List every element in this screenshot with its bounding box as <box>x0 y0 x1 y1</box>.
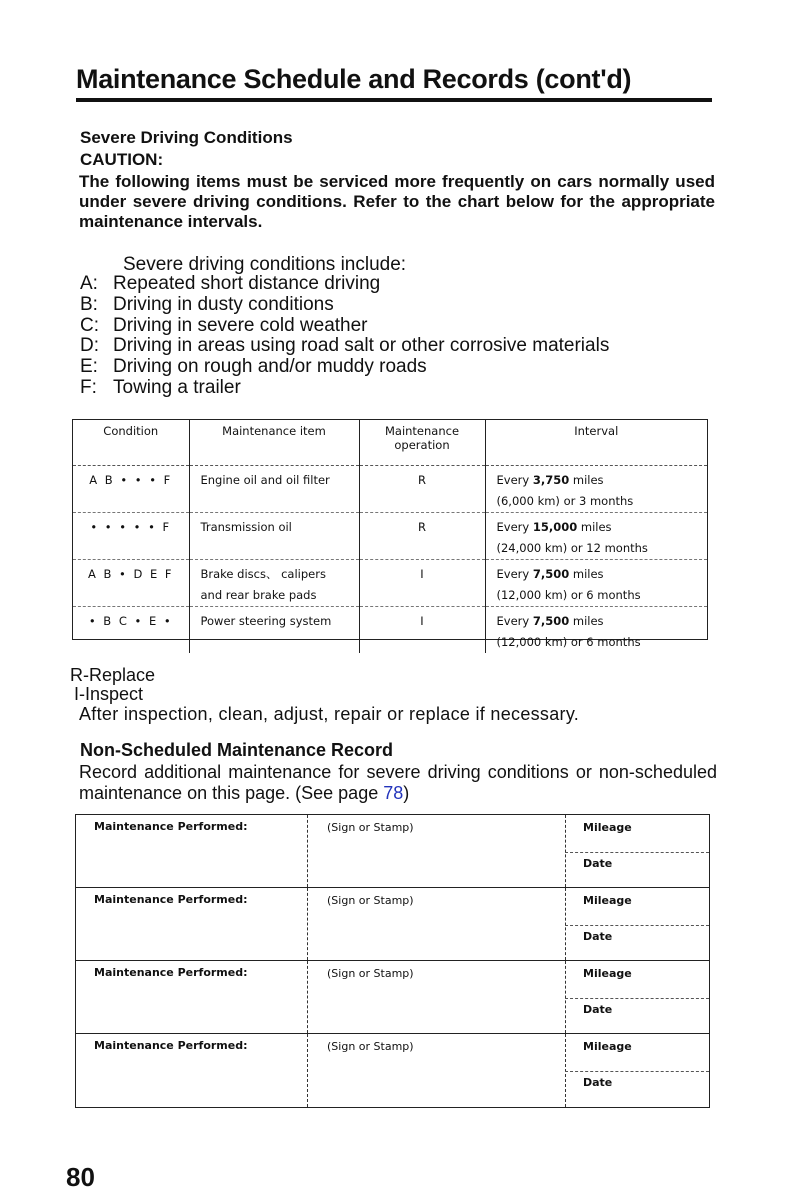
maintenance-performed-label: Maintenance Performed: <box>94 893 248 906</box>
table-row <box>73 513 707 560</box>
maintenance-performed-label: Maintenance Performed: <box>94 1039 248 1052</box>
condition-item: C: Driving in severe cold weather <box>80 314 368 336</box>
operation-cell: R <box>359 466 485 513</box>
record-row <box>76 888 709 961</box>
mileage-label: Mileage <box>583 894 632 907</box>
maintenance-performed-label: Maintenance Performed: <box>94 820 248 833</box>
conditions-list <box>80 274 609 399</box>
date-label: Date <box>583 1076 613 1089</box>
sign-stamp-label: (Sign or Stamp) <box>327 1040 414 1053</box>
mileage-label: Mileage <box>583 1040 632 1053</box>
operation-cell: I <box>359 560 485 607</box>
non-scheduled-title: Non-Scheduled Maintenance Record <box>80 740 394 760</box>
table-row <box>73 466 707 513</box>
header-maintenance-operation: Maintenance operation <box>359 420 485 466</box>
table-row <box>73 560 707 607</box>
page-reference-link[interactable]: 78 <box>383 783 404 803</box>
item-cell: Transmission oil <box>189 513 359 560</box>
date-label: Date <box>583 930 613 943</box>
mileage-label: Mileage <box>583 967 632 980</box>
non-scheduled-body: Record additional maintenance for severe driving conditions or non-scheduled maintenance on this page. (See page 78) <box>79 762 717 803</box>
page-title: Maintenance Schedule and Records (cont'd) <box>76 64 712 102</box>
caution-label: CAUTION: <box>80 150 164 169</box>
date-label: Date <box>583 857 613 870</box>
condition-item: B: Driving in dusty conditions <box>80 293 334 315</box>
severe-schedule-table <box>72 419 708 649</box>
condition-cell: A B • • • F <box>73 466 189 513</box>
mileage-label: Mileage <box>583 821 632 834</box>
record-row <box>76 961 709 1034</box>
condition-cell: • B C • E • <box>73 607 189 654</box>
legend-replace: R-Replace <box>70 665 156 685</box>
sign-stamp-label: (Sign or Stamp) <box>327 894 414 907</box>
operation-cell: I <box>359 607 485 654</box>
maintenance-performed-label: Maintenance Performed: <box>94 966 248 979</box>
record-row <box>76 1034 709 1107</box>
page-number: 80 <box>66 1162 95 1192</box>
interval-cell: Every 15,000 miles (24,000 km) or 12 months <box>485 513 707 560</box>
condition-item: A: Repeated short distance driving <box>80 273 381 294</box>
sign-stamp-label: (Sign or Stamp) <box>327 821 414 834</box>
operation-cell: R <box>359 513 485 560</box>
maintenance-record-table <box>75 814 710 1108</box>
interval-cell: Every 3,750 miles (6,000 km) or 3 months <box>485 466 707 513</box>
item-cell: Power steering system <box>189 607 359 654</box>
condition-cell: • • • • • F <box>73 513 189 560</box>
header-interval: Interval <box>485 420 707 466</box>
header-condition: Condition <box>73 420 189 466</box>
date-label: Date <box>583 1003 613 1016</box>
legend-inspect: I-Inspect <box>74 684 144 704</box>
condition-item: D: Driving in areas using road salt or other corrosive materials <box>80 335 610 357</box>
item-cell: Brake discs、 calipers and rear brake pads <box>189 560 359 607</box>
record-row <box>76 815 709 888</box>
condition-cell: A B • D E F <box>73 560 189 607</box>
header-maintenance-item: Maintenance item <box>189 420 359 466</box>
conditions-intro: Severe driving conditions include: <box>123 254 407 275</box>
sign-stamp-label: (Sign or Stamp) <box>327 967 414 980</box>
severe-conditions-title: Severe Driving Conditions <box>80 128 293 147</box>
legend-note: After inspection, clean, adjust, repair or replace if necessary. <box>79 704 580 724</box>
condition-item: E: Driving on rough and/or muddy roads <box>80 356 427 378</box>
interval-cell: Every 7,500 miles (12,000 km) or 6 months <box>485 560 707 607</box>
caution-text: The following items must be serviced more frequently on cars normally used under severe driving conditions. Refer to the chart below for the appropriate maintenance intervals. <box>79 172 715 231</box>
condition-item: F: Towing a trailer <box>80 376 241 398</box>
item-cell: Engine oil and oil filter <box>189 466 359 513</box>
table-row <box>73 607 707 654</box>
interval-cell: Every 7,500 miles (12,000 km) or 6 months <box>496 614 641 649</box>
